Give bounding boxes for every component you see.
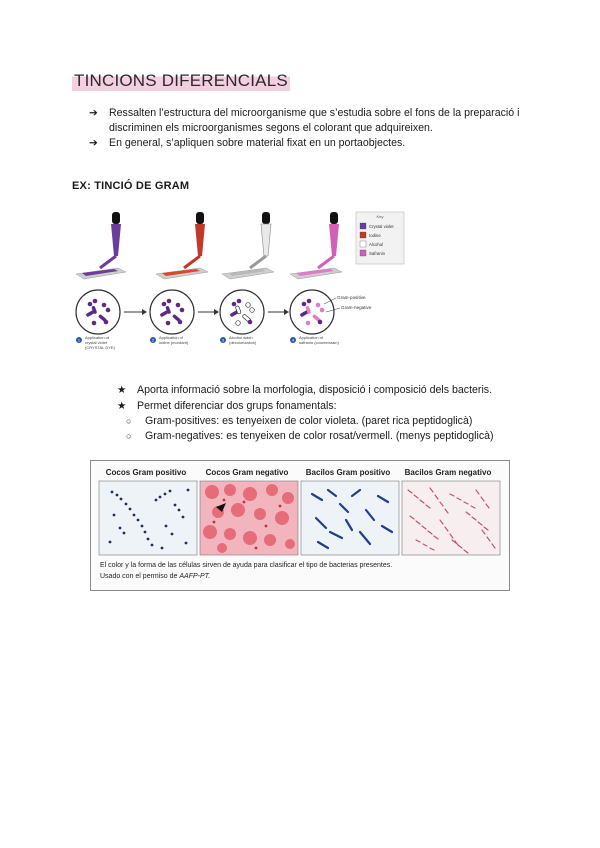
- sub-bullet-text: Gram-positives: es tenyeixen de color violeta. (paret rica peptidoglicà): [145, 415, 473, 427]
- panel-title: Bacilos Gram negativo: [404, 468, 492, 477]
- step-number: 4: [291, 337, 295, 343]
- list-item: [117, 399, 537, 414]
- svg-text:crystal violet: crystal violet: [85, 340, 108, 345]
- star-icon: ★: [117, 384, 127, 396]
- svg-text:Application of: Application of: [85, 335, 110, 340]
- micro-view-3: [220, 290, 264, 334]
- arrow-icon: ➔: [89, 107, 98, 119]
- panel-title: Cocos Gram negativo: [205, 468, 289, 477]
- step-caption: [150, 335, 189, 345]
- list-item: [126, 429, 546, 444]
- list-item: [126, 414, 546, 429]
- micro-panel-2: [200, 481, 298, 555]
- step-number: 2: [151, 337, 155, 343]
- arrow-right-icon: [214, 309, 219, 315]
- panel-title: Cocos Gram positivo: [105, 468, 187, 477]
- micro-panel-4: [402, 481, 500, 555]
- dropper-icon: [100, 212, 121, 268]
- list-item: [89, 106, 529, 136]
- step-caption: [220, 335, 257, 345]
- micro-view-2: [150, 290, 194, 334]
- svg-text:(decolorization): (decolorization): [229, 340, 257, 345]
- legend-entry: Alcohol: [369, 242, 384, 247]
- legend: [356, 212, 404, 264]
- microscopy-figure: [90, 460, 510, 592]
- svg-text:(CRYSTAL DYE): (CRYSTAL DYE): [85, 345, 115, 350]
- list-item: [89, 136, 529, 151]
- arrow-right-icon: [142, 309, 147, 315]
- list-item: [117, 383, 537, 398]
- micro-view-4: [290, 290, 334, 334]
- bullet-text: Permet diferenciar dos grups fonamentals:: [137, 400, 337, 412]
- gram-negative-label: Gram-negative: [341, 305, 372, 310]
- micro-panel-3: [301, 481, 399, 555]
- dropper-icon: [184, 212, 205, 268]
- arrow-right-icon: [284, 309, 289, 315]
- svg-text:Application of: Application of: [159, 335, 184, 340]
- gram-positive-label: Gram-positive: [337, 295, 366, 300]
- step-number: 3: [221, 337, 225, 343]
- circle-bullet-icon: ○: [126, 416, 132, 426]
- micro-view-1: [76, 290, 120, 334]
- star-icon: ★: [117, 400, 127, 412]
- legend-entry: Iodine: [369, 233, 381, 238]
- figure-caption-credit: Usado con el permiso de AAFP-PT.: [100, 573, 211, 580]
- dropper-icon: [318, 212, 339, 268]
- bullet-text: En general, s’apliquen sobre material fixat en un portaobjectes.: [109, 137, 406, 149]
- legend-entry: Crystal violet: [369, 224, 394, 229]
- sub-bullet-text: Gram-negatives: es tenyeixen de color rosat/vermell. (menys peptidoglicà): [145, 430, 494, 442]
- step-caption: [290, 335, 339, 345]
- legend-entry: Safranin: [369, 251, 386, 256]
- micro-panel-1: [99, 481, 197, 555]
- svg-text:Application of: Application of: [299, 335, 324, 340]
- dropper-icon: [250, 212, 271, 268]
- step-number: 1: [77, 337, 81, 343]
- bullet-text: Aporta informació sobre la morfologia, disposició i composició dels bacteris.: [137, 384, 493, 396]
- svg-text:safranin (counterstain): safranin (counterstain): [299, 340, 339, 345]
- step-caption: [76, 335, 116, 350]
- gram-stain-figure: [68, 208, 408, 363]
- svg-text:iodine (mordant): iodine (mordant): [159, 340, 189, 345]
- legend-title: Key: [376, 214, 384, 219]
- svg-text:Alcohol wash: Alcohol wash: [229, 335, 253, 340]
- figure-caption: El color y la forma de las células sirven de ayuda para clasificar el tipo de bacterias presentes.: [100, 562, 393, 569]
- section-heading: EX: TINCIÓ DE GRAM: [72, 180, 190, 192]
- panel-title: Bacilos Gram positivo: [305, 468, 391, 477]
- circle-bullet-icon: ○: [126, 431, 132, 441]
- arrow-icon: ➔: [89, 137, 98, 149]
- bullet-text: Ressalten l’estructura del microorganisme que s’estudia sobre el fons de la preparació i discriminen els microorganismes segons el colorant que adquireixen.: [109, 107, 520, 134]
- page-title: TINCIONS DIFERENCIALS: [74, 71, 288, 90]
